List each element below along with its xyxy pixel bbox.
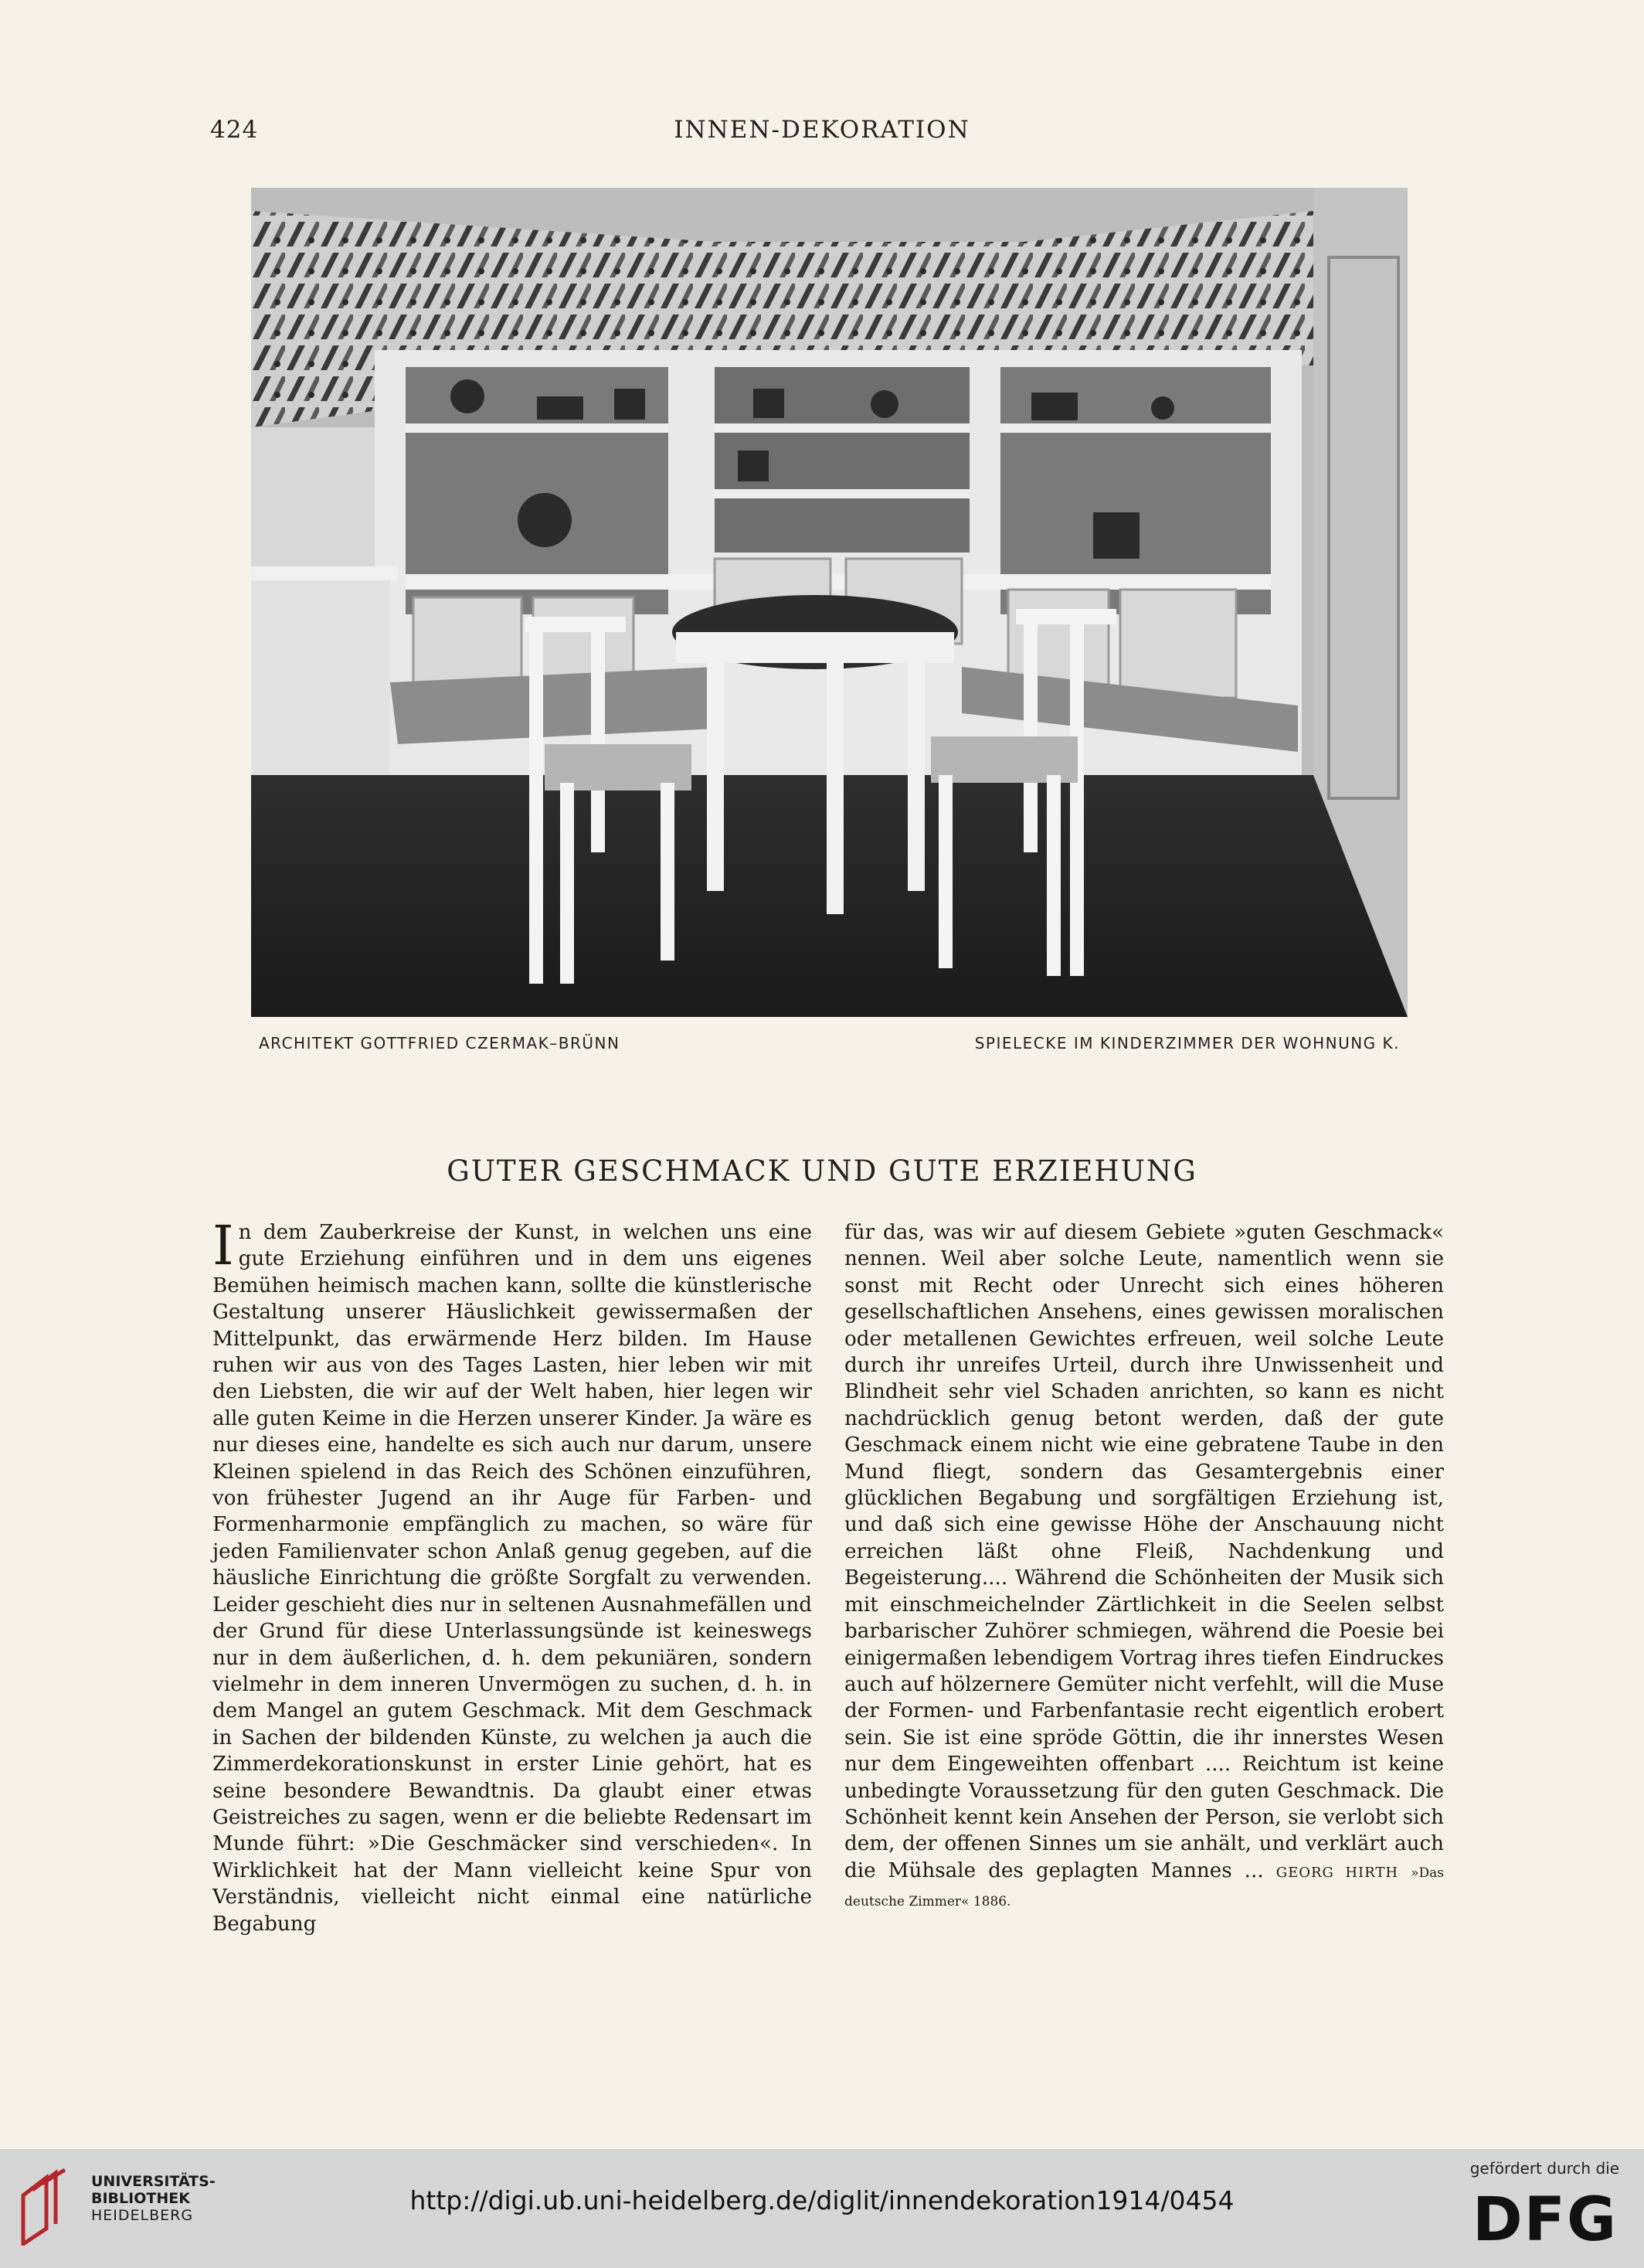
source-citation: »Das deutsche Zimmer« 1886.	[844, 1865, 1444, 1910]
library-name-line3: HEIDELBERG	[91, 2207, 194, 2224]
author-signature: GEORG HIRTH	[1275, 1864, 1399, 1881]
article-title: GUTER GESCHMACK UND GUTE ERZIEHUNG	[447, 1154, 1197, 1188]
interior-photograph	[251, 188, 1408, 1017]
running-title: INNEN-DEKORATION	[674, 116, 970, 144]
column-right	[844, 1219, 1444, 1916]
right-column-text: für das, was wir auf diesem Gebiete »guten Geschmack« nennen. Weil aber solche Leute, namentlich wenn sie sonst mit Recht oder Unrecht sich eines höheren gesellschaftlichen Ansehens, eines gewissen moralischen oder metallenen Gewichtes erfreuen, weil solche Leute durch ihr unreifes Urteil, durch ihre Unwissenheit und Blindheit sehr viel Schaden anrichten, so kann es nicht nachdrücklich genug betont werden, daß der gute Geschmack einem nicht wie eine gebratene Taube in den Mund fliegt, sondern das Gesamtergebnis einer glücklichen Begabung und sorgfältigen Erziehung ist, und daß sich eine gewisse Höhe der Anschauung nicht erreichen läßt ohne Fleiß, Nachdenkung und Begeisterung.... Während die Schönheiten der Musik sich mit einschmeichelnder Zärtlichkeit in die Seelen selbst barbarischer Zuhörer schmiegen, während die Poesie bei einigermaßen lebendigem Vortrag ihres tiefen Eindruckes auch auf hölzernere Gemüter nicht verfehlt, will die Muse der Formen- und Farbenfantasie recht eigentlich erobert sein. Sie ist eine spröde Göttin, die ihr innerstes Wesen nur dem Eingeweihten offenbart .... Reichtum ist keine unbedingte Voraussetzung für den guten Geschmack. Die Schönheit kennt kein Ansehen der Person, sie verlobt sich dem, der offenen Sinnes um sie anhält, und verklärt auch die Mühsale des geplagten Mannes ...	[844, 1221, 1444, 1882]
dfg-logo[interactable]: DFG	[1472, 2185, 1618, 2255]
caption-architect: ARCHITEKT GOTTFRIED CZERMAK–BRÜNN	[259, 1034, 620, 1052]
source-url-link[interactable]: http://digi.ub.uni-heidelberg.de/diglit/innendekoration1914/0454	[409, 2185, 1235, 2215]
page-number: 424	[210, 116, 259, 144]
dropcap: I	[212, 1214, 234, 1277]
left-column-text: n dem Zauberkreise der Kunst, in welchen uns eine gute Erziehung einführen und in dem uns eigenes Bemühen heimisch machen kann, sollte die künstlerische Gestaltung unserer Häuslichkeit gewissermaßen der Mittelpunkt, das erwärmende Herz bilden. Im Hause ruhen wir aus von des Tages Lasten, hier leben wir mit den Liebsten, die wir auf der Welt haben, hier legen wir alle guten Keime in die Herzen unserer Kinder. Ja wäre es nur dieses eine, handelte es sich auch nur darum, unsere Kleinen spielend in das Reich des Schönen einzuführen, von frühester Jugend an ihr Auge für Farben- und Formenharmonie empfänglich zu machen, so wäre für jeden Familienvater schon Anlaß genug gegeben, auf die häusliche Einrichtung die größte Sorgfalt zu verwenden. Leider geschieht dies nur in seltenen Ausnahmefällen und der Grund für diese Unterlassungsünde ist keineswegs nur in dem äußerlichen, d. h. dem pekuniären, sondern vielmehr in dem inneren Unvermögen zu suchen, d. h. in dem Mangel an gutem Geschmack. Mit dem Geschmack in Sachen der bildenden Künste, zu welchen ja auch die Zimmerdekorationskunst in erster Linie gehört, hat es seine besondere Bewandtnis. Da glaubt einer etwas Geistreiches zu sagen, wenn er die beliebte Redensart im Munde führt: »Die Geschmäcker sind verschieden«. In Wirklichkeit hat der Mann vielleicht keine Spur von Verständnis, vielleicht nicht einmal eine natürliche Begabung	[212, 1221, 812, 1936]
library-name-line1: UNIVERSITÄTS-	[91, 2173, 216, 2190]
column-left	[212, 1214, 812, 1937]
caption-room: SPIELECKE IM KINDERZIMMER DER WOHNUNG K.	[974, 1034, 1400, 1052]
library-name-line2: BIBLIOTHEK	[91, 2190, 190, 2207]
funded-by-label: gefördert durch die	[1469, 2159, 1619, 2178]
